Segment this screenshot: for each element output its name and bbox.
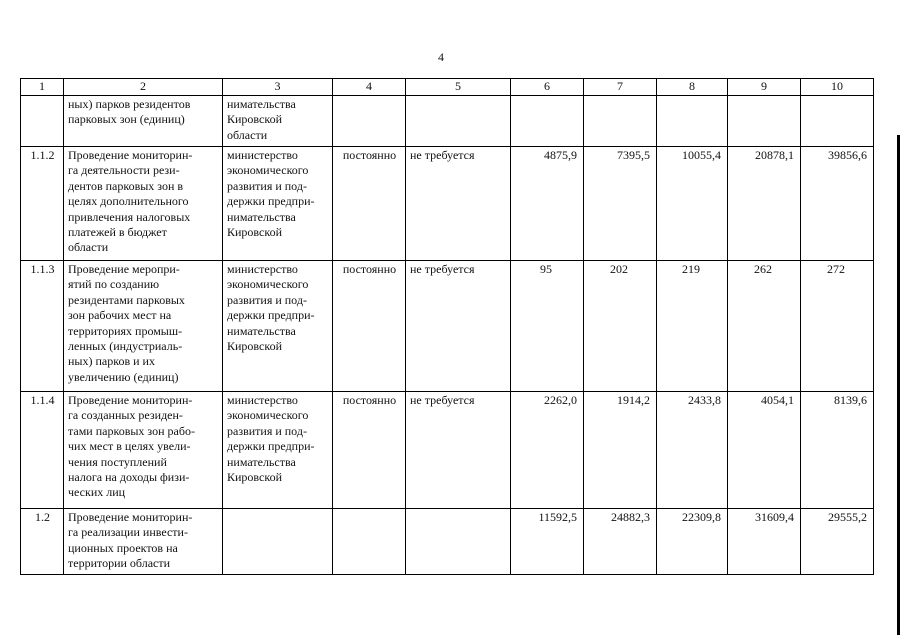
row-value-10: 272 [801,261,874,392]
table-header-row [21,79,874,96]
row-funding [406,509,511,575]
row-value-7: 24882,3 [584,509,657,575]
row-executor: министерство экономического развития и под- держки предпри- нимательства Кировской [223,261,333,392]
column-header-3: 3 [223,79,333,96]
row-code [21,96,64,147]
row-funding: не требуется [406,392,511,509]
row-term: постоянно [333,392,406,509]
row-name: Проведение мониторин- га созданных резиден- тами парковых зон рабо- чих мест в целях увели- чения поступлений налога на доходы физи- ческих лиц [64,392,223,509]
row-executor: министерство экономического развития и под- держки предпри- нимательства Кировской [223,392,333,509]
table-row [21,147,874,261]
page-number: 4 [438,50,444,64]
row-value-8: 22309,8 [657,509,728,575]
row-value-10 [801,96,874,147]
row-executor: министерство экономического развития и под- держки предпри- нимательства Кировской [223,147,333,261]
row-value-8 [657,96,728,147]
column-header-6: 6 [511,79,584,96]
row-value-8: 2433,8 [657,392,728,509]
row-funding [406,96,511,147]
column-header-1: 1 [21,79,64,96]
row-code: 1.1.2 [21,147,64,261]
document-table-wrapper [20,78,874,575]
row-code: 1.2 [21,509,64,575]
row-value-7: 7395,5 [584,147,657,261]
row-value-9: 262 [728,261,801,392]
row-value-6: 4875,9 [511,147,584,261]
row-name: Проведение мониторин- га реализации инвести- ционных проектов на территории области [64,509,223,575]
table-row [21,392,874,509]
row-name: ных) парков резидентов парковых зон (единиц) [64,96,223,147]
row-value-7: 202 [584,261,657,392]
row-value-10: 39856,6 [801,147,874,261]
row-value-8: 10055,4 [657,147,728,261]
column-header-4: 4 [333,79,406,96]
row-funding: не требуется [406,147,511,261]
table-row [21,96,874,147]
row-term [333,96,406,147]
row-value-9 [728,96,801,147]
document-table [20,78,874,575]
row-executor: нимательства Кировской области [223,96,333,147]
row-value-8: 219 [657,261,728,392]
row-value-7: 1914,2 [584,392,657,509]
row-value-6: 95 [511,261,584,392]
column-header-8: 8 [657,79,728,96]
column-header-2: 2 [64,79,223,96]
table-row [21,509,874,575]
row-funding: не требуется [406,261,511,392]
row-executor [223,509,333,575]
column-header-9: 9 [728,79,801,96]
row-value-9: 31609,4 [728,509,801,575]
row-code: 1.1.4 [21,392,64,509]
column-header-5: 5 [406,79,511,96]
column-header-10: 10 [801,79,874,96]
row-value-9: 20878,1 [728,147,801,261]
row-value-6 [511,96,584,147]
row-term: постоянно [333,261,406,392]
row-name: Проведение меропри- ятий по созданию резидентами парковых зон рабочих мест на территориях промыш- ленных (индустриаль- ных) парков и их увеличению (единиц) [64,261,223,392]
row-code: 1.1.3 [21,261,64,392]
row-name: Проведение мониторин- га деятельности рези- дентов парковых зон в целях дополнительного привлечения налоговых платежей в бюджет области [64,147,223,261]
row-value-6: 11592,5 [511,509,584,575]
scan-edge-line [897,135,900,635]
row-term: постоянно [333,147,406,261]
row-value-10: 29555,2 [801,509,874,575]
table-row [21,261,874,392]
row-value-9: 4054,1 [728,392,801,509]
row-value-10: 8139,6 [801,392,874,509]
column-header-7: 7 [584,79,657,96]
row-term [333,509,406,575]
row-value-7 [584,96,657,147]
row-value-6: 2262,0 [511,392,584,509]
